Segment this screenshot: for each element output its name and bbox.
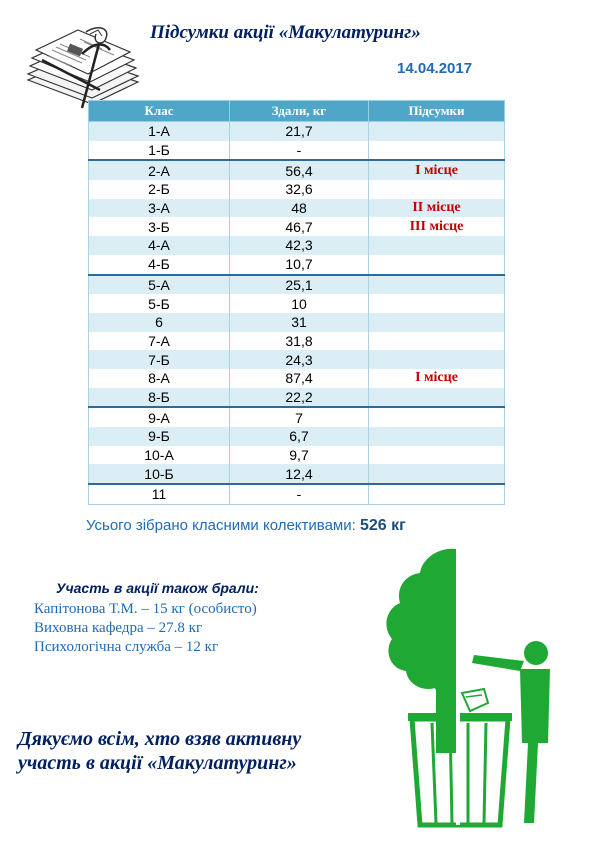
table-row <box>89 369 505 388</box>
cell-class: 11 <box>89 484 230 504</box>
cell-kg: - <box>230 141 369 161</box>
cell-result <box>369 275 505 295</box>
table-row <box>89 217 505 236</box>
table-row <box>89 484 505 504</box>
participant-item: Капітонова Т.М. – 15 кг (особисто) <box>34 601 257 617</box>
cell-kg: 25,1 <box>230 275 369 295</box>
participants-title: Участь в акції також брали: <box>56 580 259 596</box>
cell-result <box>369 446 505 465</box>
cell-class: 1-А <box>89 122 230 141</box>
recycling-tree-bin-icon <box>378 543 558 828</box>
table-row <box>89 275 505 295</box>
cell-kg: 7 <box>230 407 369 427</box>
cell-class: 9-А <box>89 407 230 427</box>
total-value: 526 кг <box>359 517 406 534</box>
cell-result <box>369 388 505 408</box>
cell-result <box>369 350 505 369</box>
cell-kg: 22,2 <box>230 388 369 408</box>
table-row <box>89 350 505 369</box>
cell-kg: 56,4 <box>230 160 369 180</box>
cell-kg: 87,4 <box>230 369 369 388</box>
cell-result: ІІІ місце <box>369 217 505 236</box>
cell-result <box>369 464 505 484</box>
cell-result: І місце <box>369 160 505 180</box>
table-header-row <box>89 101 505 122</box>
table-row <box>89 122 505 141</box>
report-date: 14.04.2017 <box>397 60 473 77</box>
cell-result <box>369 407 505 427</box>
cell-kg: 42,3 <box>230 236 369 255</box>
cell-result <box>369 427 505 446</box>
column-header-class: Клас <box>89 101 230 122</box>
table-row <box>89 294 505 313</box>
thanks-message <box>18 727 301 775</box>
participant-item: Виховна кафедра – 27.8 кг <box>34 620 203 636</box>
table-row <box>89 255 505 275</box>
table-row <box>89 160 505 180</box>
table-row <box>89 236 505 255</box>
table-row <box>89 388 505 408</box>
cell-result: ІІ місце <box>369 199 505 218</box>
cell-class: 10-А <box>89 446 230 465</box>
cell-kg: 48 <box>230 199 369 218</box>
table-row <box>89 427 505 446</box>
cell-result <box>369 255 505 275</box>
cell-result <box>369 313 505 332</box>
cell-class: 4-Б <box>89 255 230 275</box>
cell-result <box>369 141 505 161</box>
table-row <box>89 141 505 161</box>
cell-result <box>369 236 505 255</box>
table-row <box>89 407 505 427</box>
table-row <box>89 464 505 484</box>
cell-kg: 24,3 <box>230 350 369 369</box>
table-row <box>89 446 505 465</box>
cell-class: 7-Б <box>89 350 230 369</box>
cell-class: 10-Б <box>89 464 230 484</box>
cell-class: 5-Б <box>89 294 230 313</box>
participants-list <box>34 600 257 657</box>
cell-kg: 21,7 <box>230 122 369 141</box>
cell-class: 4-А <box>89 236 230 255</box>
cell-result <box>369 294 505 313</box>
cell-class: 3-А <box>89 199 230 218</box>
newspaper-bundle-icon <box>22 20 140 110</box>
cell-result <box>369 332 505 351</box>
table-row <box>89 332 505 351</box>
cell-kg: 10 <box>230 294 369 313</box>
cell-result <box>369 180 505 199</box>
table-row <box>89 180 505 199</box>
cell-class: 2-Б <box>89 180 230 199</box>
cell-kg: 31,8 <box>230 332 369 351</box>
cell-kg: 9,7 <box>230 446 369 465</box>
cell-class: 1-Б <box>89 141 230 161</box>
thanks-line-2: участь в акції «Макулатуринг» <box>18 752 297 774</box>
cell-class: 8-Б <box>89 388 230 408</box>
table-row <box>89 313 505 332</box>
column-header-result: Підсумки <box>369 101 505 122</box>
cell-result <box>369 122 505 141</box>
cell-kg: 6,7 <box>230 427 369 446</box>
total-summary <box>86 517 406 535</box>
cell-kg: 10,7 <box>230 255 369 275</box>
cell-class: 2-А <box>89 160 230 180</box>
table-row <box>89 199 505 218</box>
participant-item: Психологічна служба – 12 кг <box>34 639 219 655</box>
thanks-line-1: Дякуємо всім, хто взяв активну <box>18 728 302 750</box>
cell-kg: 12,4 <box>230 464 369 484</box>
cell-kg: 46,7 <box>230 217 369 236</box>
cell-class: 3-Б <box>89 217 230 236</box>
page-title: Підсумки акції «Макулатуринг» <box>150 22 421 43</box>
cell-result <box>369 484 505 504</box>
total-label: Усього зібрано класними колективами: <box>86 517 356 534</box>
cell-kg: 32,6 <box>230 180 369 199</box>
cell-kg: 31 <box>230 313 369 332</box>
cell-kg: - <box>230 484 369 504</box>
cell-class: 8-А <box>89 369 230 388</box>
cell-class: 6 <box>89 313 230 332</box>
cell-class: 5-А <box>89 275 230 295</box>
cell-result: І місце <box>369 369 505 388</box>
cell-class: 9-Б <box>89 427 230 446</box>
cell-class: 7-А <box>89 332 230 351</box>
results-table <box>88 100 505 505</box>
column-header-kg: Здали, кг <box>230 101 369 122</box>
